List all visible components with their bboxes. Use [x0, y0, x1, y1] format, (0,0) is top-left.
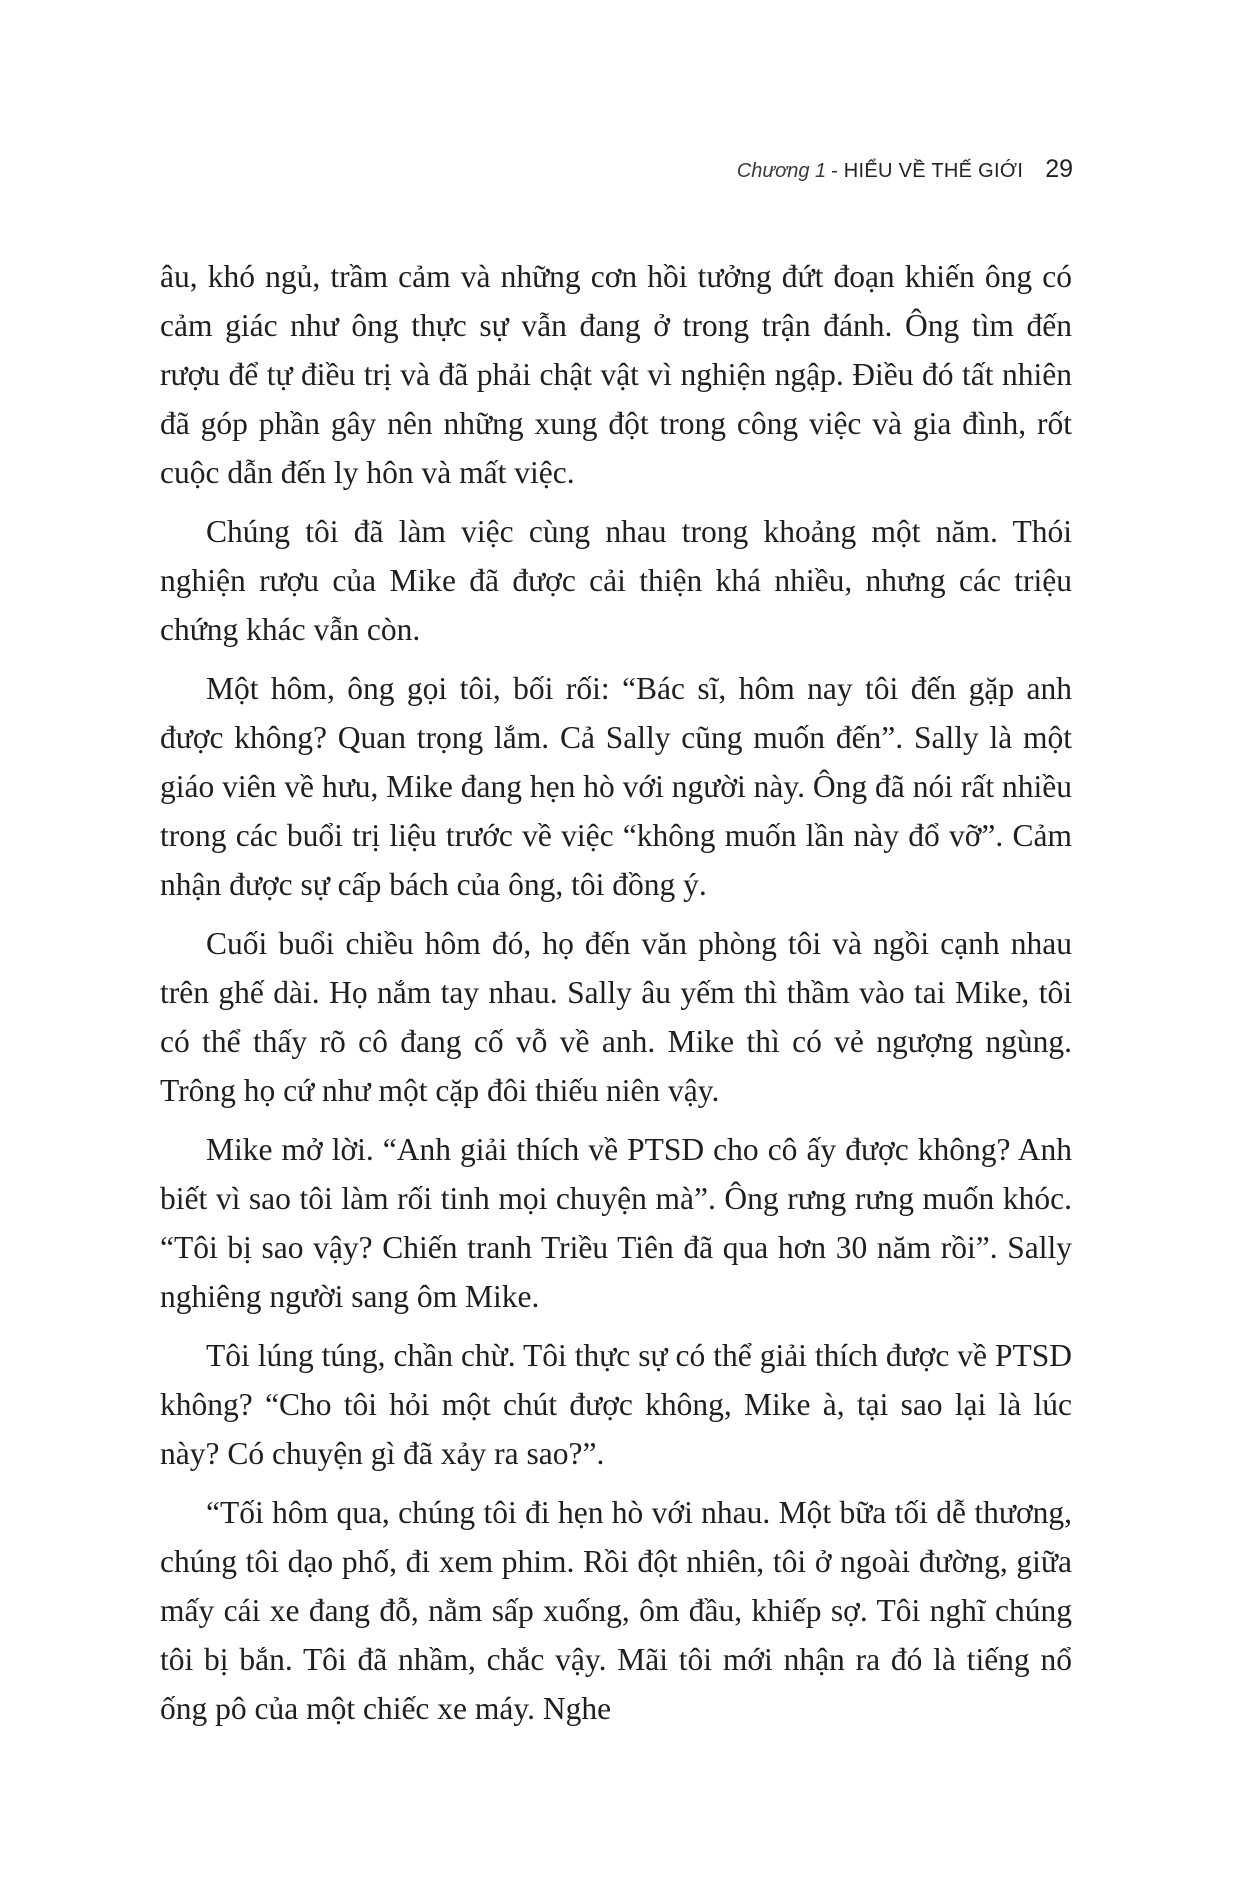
page-number: 29 [1045, 155, 1073, 183]
paragraph: Một hôm, ông gọi tôi, bối rối: “Bác sĩ, hôm nay tôi đến gặp anh được không? Quan trọng lắm. Cả Sally cũng muốn đến”. Sally là một giáo viên về hưu, Mike đang hẹn hò với người này. Ông đã nói rất nhiều trong các buổi trị liệu trước về việc “không muốn lần này đổ vỡ”. Cảm nhận được sự cấp bách của ông, tôi đồng ý. [160, 671, 1072, 902]
paragraph: Tôi lúng túng, chần chừ. Tôi thực sự có thể giải thích được về PTSD không? “Cho tôi hỏi một chút được không, Mike à, tại sao lại là lúc này? Có chuyện gì đã xảy ra sao?”. [160, 1338, 1072, 1471]
paragraph: Mike mở lời. “Anh giải thích về PTSD cho cô ấy được không? Anh biết vì sao tôi làm rối tinh mọi chuyện mà”. Ông rưng rưng muốn khóc. “Tôi bị sao vậy? Chiến tranh Triều Tiên đã qua hơn 30 năm rồi”. Sally nghiêng người sang ôm Mike. [160, 1132, 1072, 1314]
paragraph: âu, khó ngủ, trầm cảm và những cơn hồi tưởng đứt đoạn khiến ông có cảm giác như ông thực sự vẫn đang ở trong trận đánh. Ông tìm đến rượu để tự điều trị và đã phải chật vật vì nghiện ngập. Điều đó tất nhiên đã góp phần gây nên những xung đột trong công việc và gia đình, rốt cuộc dẫn đến ly hôn và mất việc. [160, 259, 1072, 490]
paragraph: Cuối buổi chiều hôm đó, họ đến văn phòng tôi và ngồi cạnh nhau trên ghế dài. Họ nắm tay nhau. Sally âu yếm thì thầm vào tai Mike, tôi có thể thấy rõ cô đang cố vỗ về anh. Mike thì có vẻ ngượng ngùng. Trông họ cứ như một cặp đôi thiếu niên vậy. [160, 926, 1072, 1108]
body-text [160, 252, 1072, 1743]
header-separator: - [831, 160, 838, 182]
chapter-title: HIỂU VỀ THẾ GIỚI [843, 160, 1024, 182]
running-header [737, 155, 1073, 184]
chapter-label: Chương 1 [736, 160, 827, 182]
paragraph: “Tối hôm qua, chúng tôi đi hẹn hò với nhau. Một bữa tối dễ thương, chúng tôi dạo phố, đi xem phim. Rồi đột nhiên, tôi ở ngoài đường, giữa mấy cái xe đang đỗ, nằm sấp xuống, ôm đầu, khiếp sợ. Tôi nghĩ chúng tôi bị bắn. Tôi đã nhầm, chắc vậy. Mãi tôi mới nhận ra đó là tiếng nổ ống pô của một chiếc xe máy. Nghe [160, 1495, 1072, 1726]
paragraph: Chúng tôi đã làm việc cùng nhau trong khoảng một năm. Thói nghiện rượu của Mike đã được cải thiện khá nhiều, nhưng các triệu chứng khác vẫn còn. [160, 514, 1072, 647]
